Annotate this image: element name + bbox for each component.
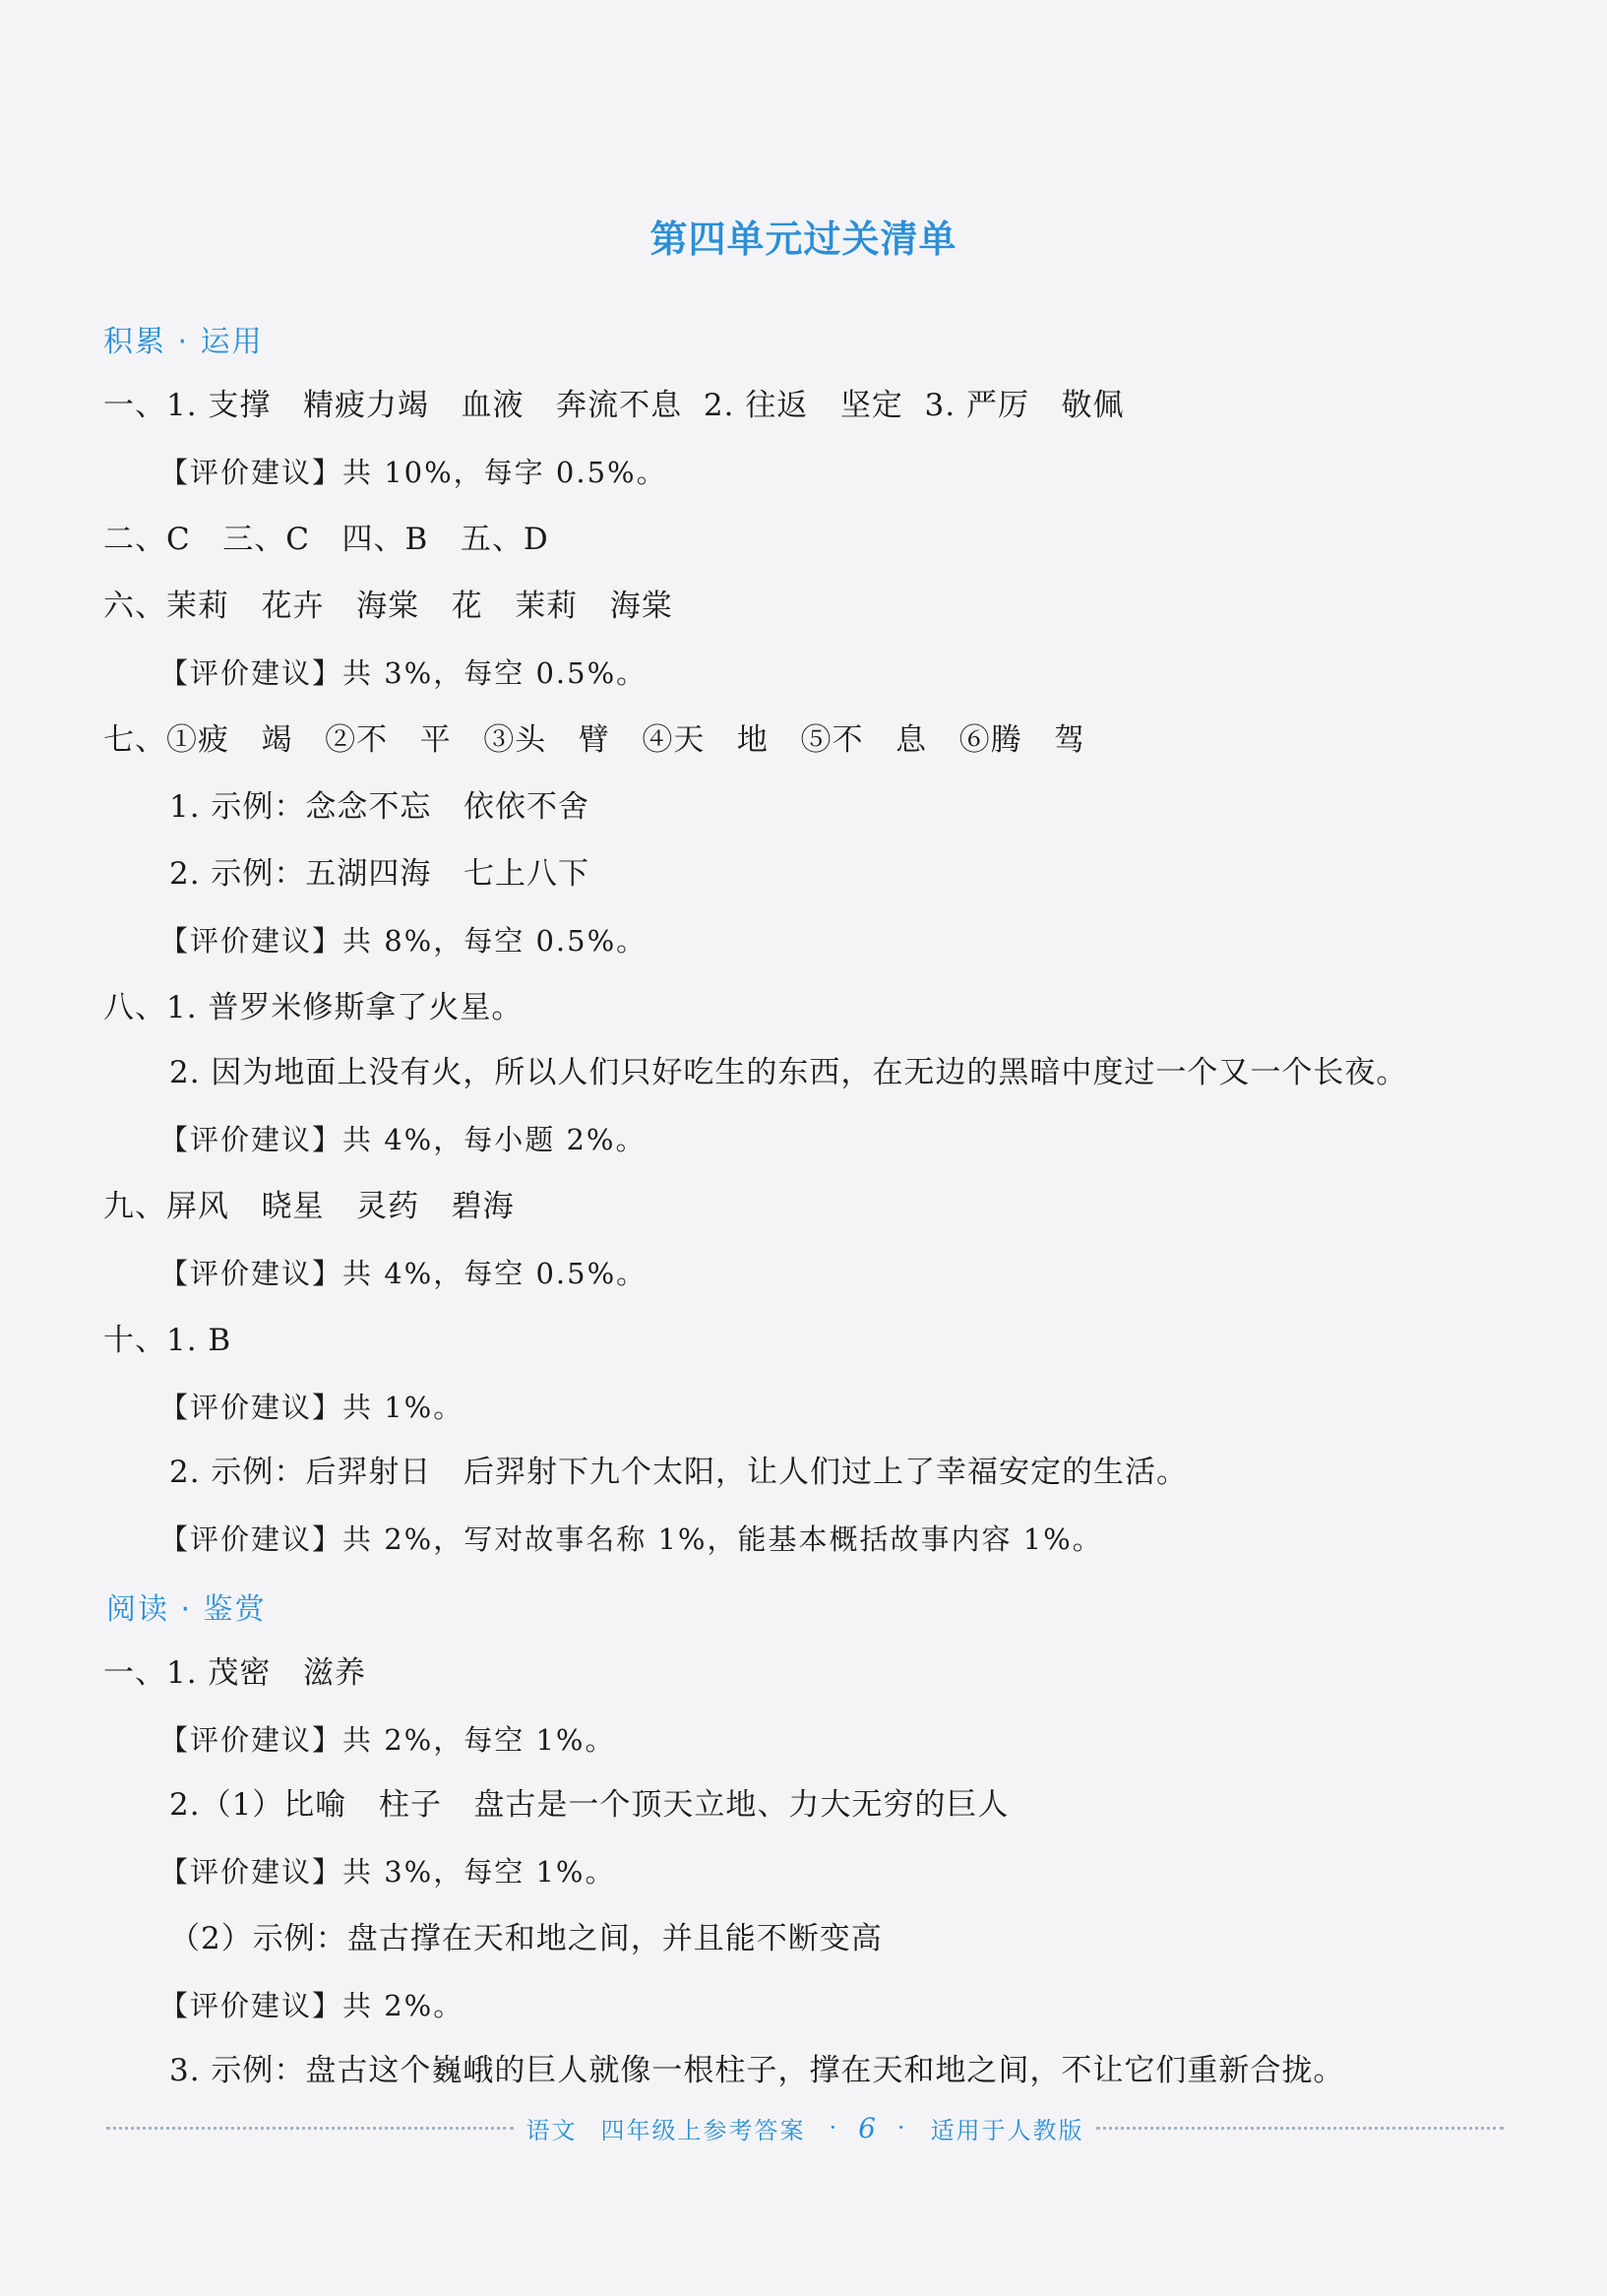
- footer-subject: 语文: [525, 2116, 578, 2144]
- evaluation-note: 【评价建议】共 1%。: [159, 1391, 464, 1424]
- evaluation-note: 【评价建议】共 2%，写对故事名称 1%，能基本概括故事内容 1%。: [159, 1522, 1103, 1556]
- answer-line: 九、屏风 晓星 灵药 碧海: [103, 1189, 515, 1224]
- answer-line: 一、1. 茂密 滋养: [103, 1655, 366, 1691]
- answer-line: 十、1. B: [103, 1323, 232, 1358]
- evaluation-note: 【评价建议】共 10%，每字 0.5%。: [159, 456, 667, 489]
- section-heading-accumulation: 积累 · 运用: [103, 325, 264, 359]
- answer-line: 二、C 三、C 四、B 五、D: [103, 522, 549, 557]
- answer-line: 七、①疲 竭 ②不 平 ③头 臂 ④天 地 ⑤不 息 ⑥腾 驾: [103, 722, 1086, 758]
- footer-page-number: 6: [858, 2111, 878, 2144]
- footer-bullet-right: ·: [896, 2114, 907, 2141]
- answer-line: 一、1. 支撑 精疲力竭 血液 奔流不息 2. 往返 坚定 3. 严厉 敬佩: [103, 388, 1125, 423]
- evaluation-note: 【评价建议】共 4%，每小题 2%。: [159, 1123, 647, 1156]
- evaluation-note: 【评价建议】共 3%，每空 0.5%。: [159, 656, 648, 690]
- evaluation-note: 【评价建议】共 2%，每空 1%。: [159, 1723, 616, 1757]
- answer-line: 2.（1）比喻 柱子 盘古是一个顶天立地、力大无穷的巨人: [169, 1787, 1010, 1823]
- answer-line: 3. 示例：盘古这个巍峨的巨人就像一根柱子，撑在天和地之间，不让它们重新合拢。: [169, 2053, 1345, 2088]
- footer-edition: 适用于人教版: [930, 2116, 1084, 2144]
- evaluation-note: 【评价建议】共 3%，每空 1%。: [159, 1855, 616, 1889]
- footer-divider-left: [106, 2127, 514, 2130]
- answer-line: 八、1. 普罗米修斯拿了火星。: [103, 990, 524, 1025]
- evaluation-note: 【评价建议】共 8%，每空 0.5%。: [159, 924, 648, 958]
- answer-line: 2. 因为地面上没有火，所以人们只好吃生的东西，在无边的黑暗中度过一个又一个长夜。: [169, 1055, 1408, 1090]
- answer-line: （2）示例：盘古撑在天和地之间，并且能不断变高: [169, 1921, 883, 1956]
- page-footer: [106, 2106, 1504, 2149]
- answer-line: 1. 示例：念念不忘 依依不舍: [169, 789, 589, 825]
- answer-line: 2. 示例：五湖四海 七上八下: [169, 856, 589, 892]
- evaluation-note: 【评价建议】共 4%，每空 0.5%。: [159, 1257, 648, 1290]
- section-heading-reading: 阅读 · 鉴赏: [106, 1592, 267, 1627]
- answer-line: 六、茉莉 花卉 海棠 花 茉莉 海棠: [103, 589, 673, 624]
- page-title: 第四单元过关清单: [649, 217, 958, 261]
- answer-line: 2. 示例：后羿射日 后羿射下九个太阳，让人们过上了幸福安定的生活。: [169, 1455, 1188, 1490]
- evaluation-note: 【评价建议】共 2%。: [159, 1989, 464, 2022]
- footer-divider-right: [1096, 2127, 1504, 2130]
- footer-bullet-left: ·: [829, 2114, 839, 2141]
- footer-book: 四年级上参考答案: [600, 2116, 806, 2144]
